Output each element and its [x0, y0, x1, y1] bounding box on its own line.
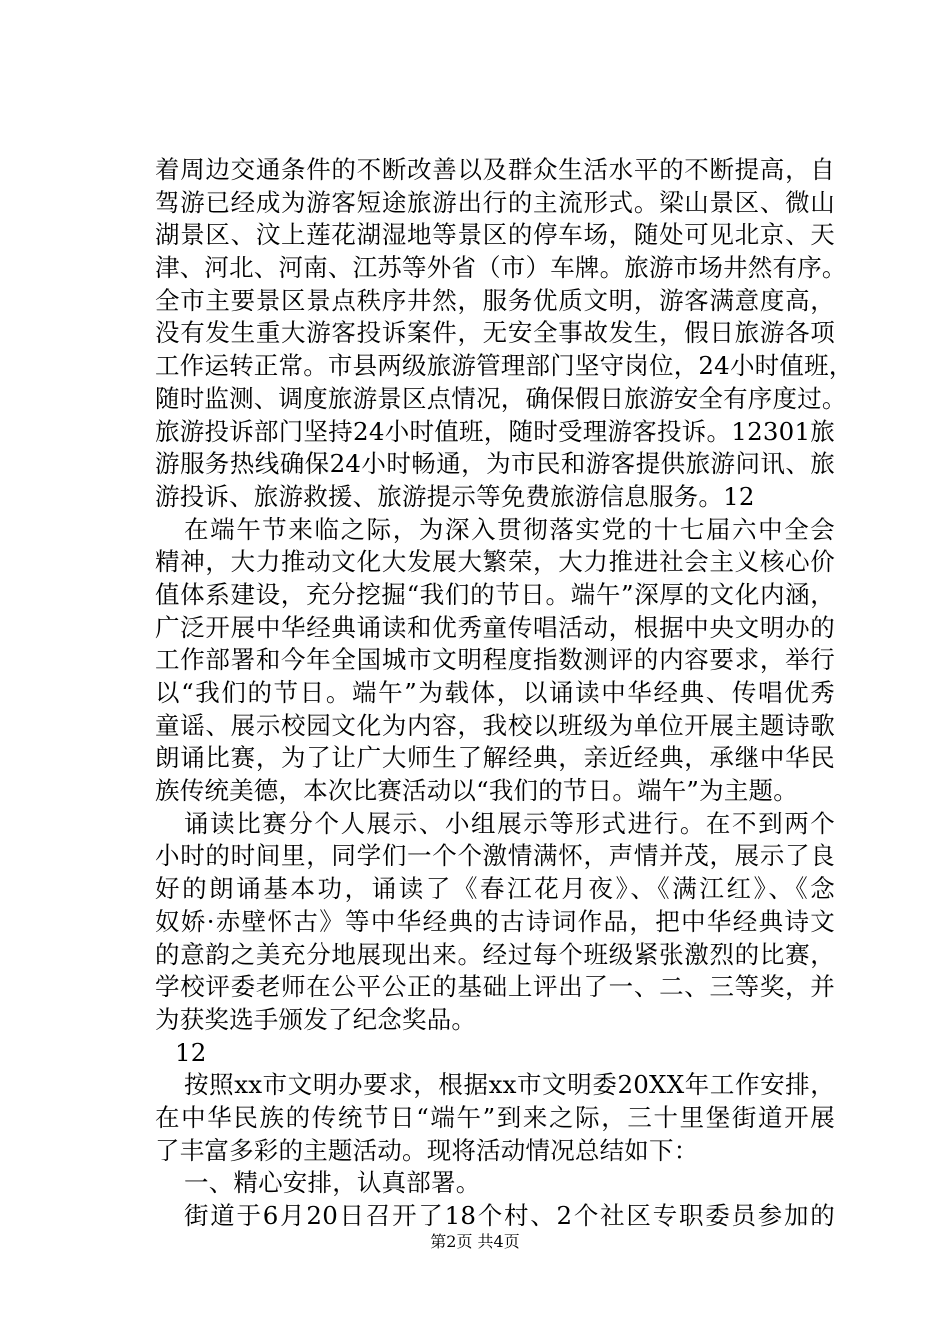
text-line: 工作运转正常。市县两级旅游管理部门坚守岗位，24小时值班， [155, 351, 854, 381]
text-line: 在中华民族的传统节日“端午”到来之际，三十里堡街道开展 [155, 1102, 835, 1132]
text-line: 以“我们的节日。端午”为载体，以诵读中华经典、传唱优秀 [155, 678, 835, 707]
text-line: 工作部署和今年全国城市文明程度指数测评的内容要求，举行 [155, 645, 835, 675]
text-line: 一、精心安排，认真部署。 [184, 1168, 481, 1198]
text-line: 随时监测、调度旅游景区点情况，确保假日旅游安全有序度过。 [155, 383, 847, 413]
text-line: 为获奖选手颁发了纪念奖品。 [155, 1004, 477, 1034]
text-line: 童谣、展示校园文化为内容，我校以班级为单位开展主题诗歌 [155, 710, 835, 740]
text-line: 驾游已经成为游客短途旅游出行的主流形式。梁山景区、微山 [155, 187, 835, 217]
text-line: 津、河北、河南、江苏等外省（市）车牌。旅游市场井然有序。 [155, 253, 847, 283]
text-line: 湖景区、汶上莲花湖湿地等景区的停车场，随处可见北京、天 [155, 220, 835, 250]
text-line: 游服务热线确保24小时畅通，为市民和游客提供旅游问讯、旅 [155, 449, 835, 479]
text-line: 12 [175, 1037, 207, 1067]
text-line: 广泛开展中华经典诵读和优秀童传唱活动，根据中央文明办的 [155, 612, 835, 642]
text-line: 游投诉、旅游救援、旅游提示等免费旅游信息服务。12 [155, 481, 755, 511]
text-line: 了丰富多彩的主题活动。现将活动情况总结如下： [155, 1135, 699, 1165]
text-line: 街道于6月20日召开了18个村、2个社区专职委员参加的 [184, 1201, 835, 1230]
text-line: 着周边交通条件的不断改善以及群众生活水平的不断提高，自 [155, 155, 835, 184]
text-line: 全市主要景区景点秩序井然，服务优质文明，游客满意度高， [155, 285, 835, 315]
text-line: 值体系建设，充分挖掘“我们的节日。端午”深厚的文化内涵， [155, 579, 835, 609]
text-line: 族传统美德，本次比赛活动以“我们的节日。端午”为主题。 [155, 776, 798, 806]
text-line: 好的朗诵基本功，诵读了《春江花月夜》、《满江红》、《念 [155, 874, 835, 904]
text-line: 旅游投诉部门坚持24小时值班，随时受理游客投诉。12301旅 [155, 416, 835, 446]
text-line: 朗诵比赛，为了让广大师生了解经典，亲近经典，承继中华民 [155, 743, 835, 773]
document-body [155, 154, 854, 1233]
text-line: 没有发生重大游客投诉案件，无安全事故发生，假日旅游各项 [155, 318, 835, 348]
page-footer: 第2页 共4页 [430, 1232, 520, 1251]
text-line: 在端午节来临之际，为深入贯彻落实党的十七届六中全会 [184, 514, 835, 544]
text-line: 的意韵之美充分地展现出来。经过每个班级紧张激烈的比赛， [155, 939, 835, 969]
text-line: 按照xx市文明办要求，根据xx市文明委20XX年工作安排， [184, 1070, 835, 1100]
text-line: 奴娇·赤壁怀古》等中华经典的古诗词作品，把中华经典诗文 [155, 906, 835, 936]
text-line: 精神，大力推动文化大发展大繁荣，大力推进社会主义核心价 [155, 547, 835, 577]
text-line: 学校评委老师在公平公正的基础上评出了一、二、三等奖，并 [155, 972, 835, 1002]
text-line: 小时的时间里，同学们一个个激情满怀，声情并茂，展示了良 [155, 841, 835, 871]
text-line: 诵读比赛分个人展示、小组展示等形式进行。在不到两个 [184, 808, 835, 838]
